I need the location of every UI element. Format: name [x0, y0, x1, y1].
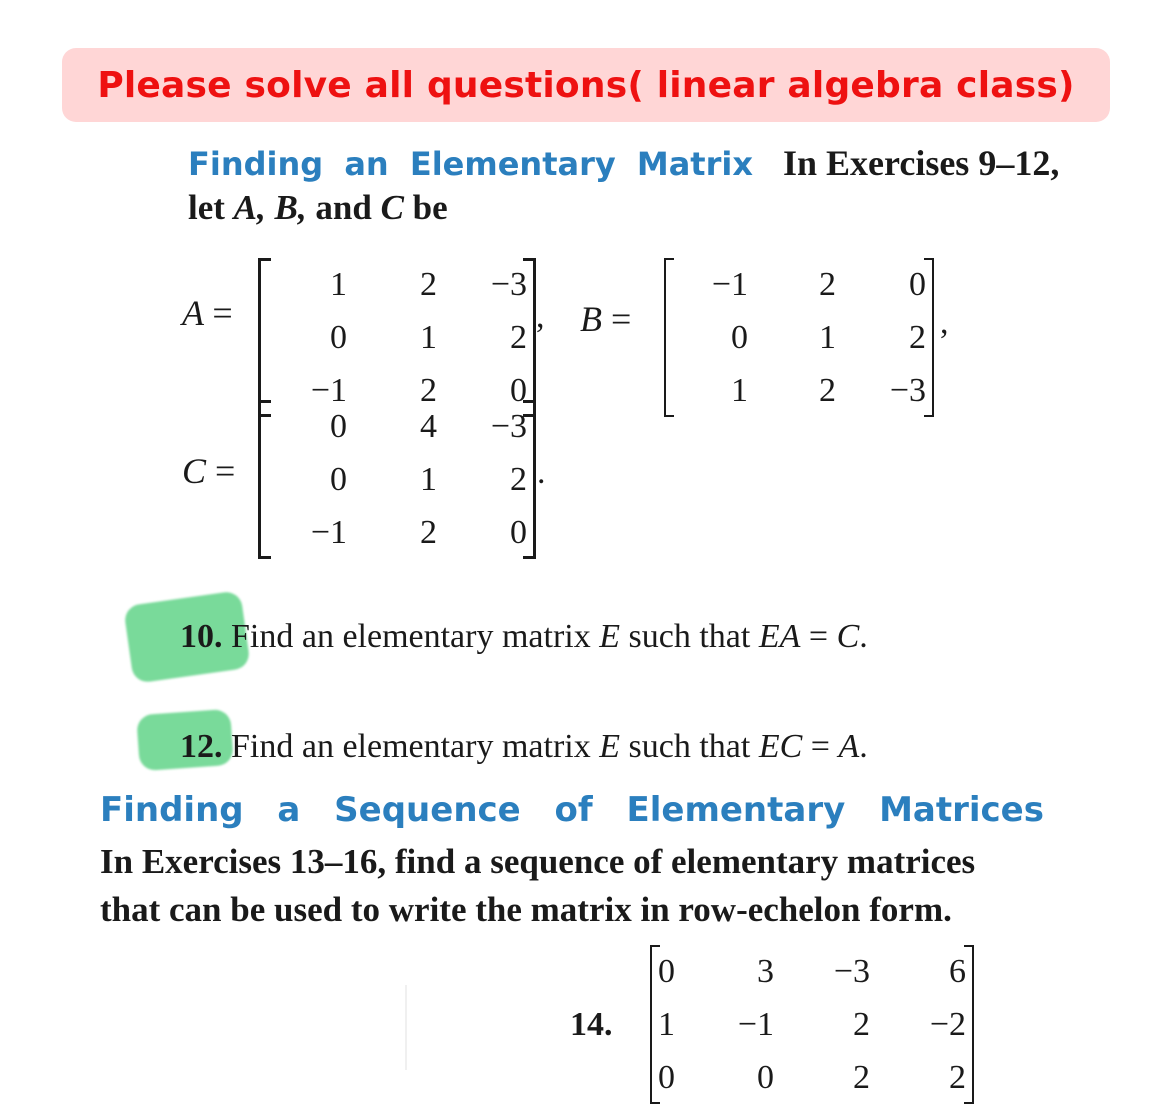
faded-edge [405, 985, 407, 1070]
exercise-10-number: 10. [180, 618, 223, 655]
comma-after-a: , [536, 298, 545, 335]
section-heading-word: of [554, 790, 593, 830]
b-13: 0 [909, 266, 926, 303]
exercise-12-rhs: A [838, 728, 860, 765]
a-32: 2 [420, 372, 437, 409]
c-21: 0 [330, 461, 347, 498]
exercise-12 [180, 728, 868, 766]
intro-heading [188, 142, 1068, 184]
b-32: 2 [819, 372, 836, 409]
a-22: 1 [420, 319, 437, 356]
m14-11: 0 [658, 953, 675, 990]
section-line-1: In Exercises 13–16, find a sequence of elementary matrices [100, 842, 976, 881]
exercise-10-end: . [859, 618, 868, 655]
intro-var-c: C [380, 188, 404, 227]
exercise-12-eq: = [802, 728, 839, 765]
m14-33: 2 [853, 1059, 870, 1096]
matrix-c [258, 400, 536, 559]
b-12: 2 [819, 266, 836, 303]
equals-sign: = [212, 293, 233, 333]
a-13: −3 [490, 266, 527, 303]
b-33: −3 [889, 372, 926, 409]
intro-rest: In Exercises 9–12, [782, 143, 1060, 183]
c-33: 0 [510, 514, 527, 551]
c-22: 1 [420, 461, 437, 498]
question-banner [62, 48, 1110, 122]
period-after-c: . [537, 454, 546, 491]
a-33: 0 [510, 372, 527, 409]
banner-text: Please solve all questions( linear algebra class) [97, 64, 1075, 106]
problem-14-number: 14. [570, 1006, 613, 1043]
exercise-12-number: 12. [180, 728, 223, 765]
exercise-10-var: E [599, 618, 621, 655]
exercise-10-rhs: C [836, 618, 860, 655]
equals-sign: = [611, 299, 632, 339]
m14-24: −2 [929, 1006, 966, 1043]
m14-13: −3 [833, 953, 870, 990]
exercise-10 [180, 618, 868, 656]
intro-vars-ab: A, B, [233, 188, 307, 227]
section-heading [100, 790, 1044, 830]
b-22: 1 [819, 319, 836, 356]
matrix-a [258, 258, 536, 417]
matrix-14 [650, 945, 974, 1104]
c-31: −1 [310, 514, 347, 551]
m14-14: 6 [949, 953, 966, 990]
section-heading-word: Matrices [879, 790, 1044, 830]
b-21: 0 [731, 319, 748, 356]
c-11: 0 [330, 408, 347, 445]
intro-and: and [306, 188, 381, 227]
c-12: 4 [420, 408, 437, 445]
b-11: −1 [711, 266, 748, 303]
a-21: 0 [330, 319, 347, 356]
matrix-b-label [580, 298, 631, 340]
exercise-12-text: Find an elementary matrix [231, 728, 600, 765]
m14-34: 2 [949, 1059, 966, 1096]
exercise-12-var: E [599, 728, 621, 765]
section-heading-word: a [277, 790, 301, 830]
exercise-12-end: . [859, 728, 868, 765]
section-heading-word: Sequence [334, 790, 521, 830]
matrix-b [664, 258, 934, 417]
intro-be: be [403, 188, 448, 227]
exercise-10-text: Find an elementary matrix [231, 618, 600, 655]
m14-31: 0 [658, 1059, 675, 1096]
intro-let: let [188, 188, 234, 227]
exercise-10-lhs: EA [758, 618, 801, 655]
m14-32: 0 [757, 1059, 774, 1096]
exercise-12-mid: such that [620, 728, 759, 765]
c-23: 2 [510, 461, 527, 498]
matrix-c-name: C [182, 451, 207, 491]
m14-22: −1 [737, 1006, 774, 1043]
a-31: −1 [310, 372, 347, 409]
matrix-b-name: B [580, 299, 602, 339]
comma-after-b: , [940, 304, 949, 341]
a-12: 2 [420, 266, 437, 303]
b-31: 1 [731, 372, 748, 409]
matrix-c-label [182, 450, 235, 492]
exercise-10-mid: such that [620, 618, 759, 655]
b-23: 2 [909, 319, 926, 356]
section-line-2: that can be used to write the matrix in row-echelon form. [100, 890, 952, 929]
c-13: −3 [490, 408, 527, 445]
matrix-a-name: A [182, 293, 204, 333]
equals-sign: = [215, 451, 236, 491]
c-32: 2 [420, 514, 437, 551]
m14-12: 3 [757, 953, 774, 990]
intro-line2 [188, 188, 448, 228]
exercise-12-lhs: EC [758, 728, 803, 765]
matrix-a-label [182, 292, 233, 334]
section-heading-word: Elementary [626, 790, 846, 830]
intro-title: Finding an Elementary Matrix [188, 145, 753, 183]
m14-21: 1 [658, 1006, 675, 1043]
m14-23: 2 [853, 1006, 870, 1043]
section-heading-word: Finding [100, 790, 244, 830]
exercise-10-eq: = [800, 618, 837, 655]
a-11: 1 [330, 266, 347, 303]
a-23: 2 [510, 319, 527, 356]
